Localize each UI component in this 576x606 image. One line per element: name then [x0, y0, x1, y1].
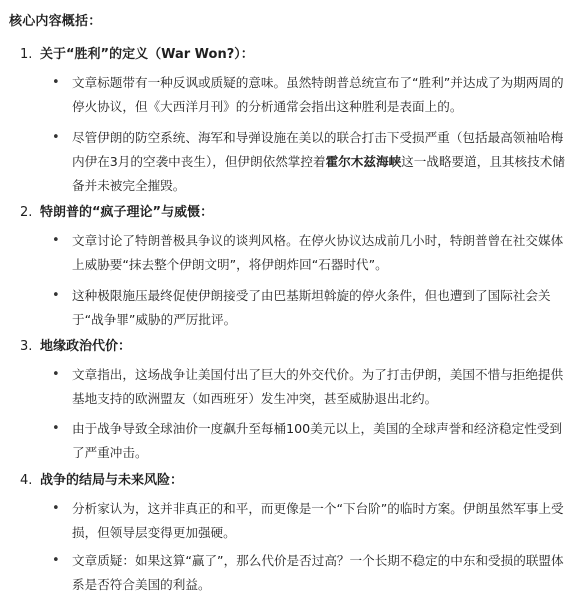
section-title: 战争的结局与未来风险：	[40, 473, 184, 488]
bullet-text	[72, 126, 566, 198]
bullet-dot-icon: •	[52, 75, 60, 90]
section-number: 2.	[20, 205, 33, 220]
bullet-dot-icon: •	[52, 130, 60, 145]
section-number: 4.	[20, 473, 33, 488]
bullet-text: 文章质疑：如果这算“赢了”，那么代价是否过高？一个长期不稳定的中东和受损的联盟体系是否符合美国的利益。	[72, 553, 564, 592]
bullet-text-part: 这一战略要道，且其核技术储备并未被完全摧毁。	[72, 154, 565, 193]
section-number: 1.	[20, 47, 33, 62]
section-number: 3.	[20, 339, 33, 354]
bullet-dot-icon: •	[52, 367, 60, 382]
bullet-text: 这种极限施压最终促使伊朗接受了由巴基斯坦斡旋的停火条件，但也遭到了国际社会关于“战争罪”威胁的严厉批评。	[72, 288, 551, 327]
bullet-dot-icon: •	[52, 421, 60, 436]
bullet-text: 文章讨论了特朗普极具争议的谈判风格。在停火协议达成前几小时，特朗普曾在社交媒体上威胁要“抹去整个伊朗文明”，将伊朗炸回“石器时代”。	[72, 233, 564, 272]
section-title: 特朗普的“疯子理论”与威慑：	[40, 205, 214, 220]
bullet-dot-icon: •	[52, 553, 60, 568]
section-heading	[20, 469, 183, 488]
bullet-text-part: 尽管伊朗的防空系统、海军和导弹设施在美以的联合打击下受损严重（包括最高领袖哈梅内伊在3月的空袭中丧生），但伊朗依然掌控着	[72, 130, 564, 169]
section-heading	[20, 335, 131, 354]
bullet-dot-icon: •	[52, 288, 60, 303]
section-title: 地缘政治代价：	[40, 339, 132, 354]
bullet-text: 分析家认为，这并非真正的和平，而更像是一个“下台阶”的临时方案。伊朗虽然军事上受损，但领导层变得更加强硬。	[72, 501, 564, 540]
bullet-text-emphasis: 霍尔木兹海峡	[325, 154, 402, 169]
section-title: 关于“胜利”的定义（War Won?）：	[40, 47, 254, 62]
section-heading	[20, 43, 254, 62]
bullet-dot-icon: •	[52, 233, 60, 248]
bullet-text: 文章指出，这场战争让美国付出了巨大的外交代价。为了打击伊朗，美国不惜与拒绝提供基地支持的欧洲盟友（如西班牙）发生冲突，甚至威胁退出北约。	[72, 367, 564, 406]
summary-title: 核心内容概括：	[9, 14, 102, 29]
bullet-dot-icon: •	[52, 501, 60, 516]
bullet-text: 文章标题带有一种反讽或质疑的意味。虽然特朗普总统宣布了“胜利”并达成了为期两周的停火协议，但《大西洋月刊》的分析通常会指出这种胜利是表面上的。	[72, 75, 564, 114]
bullet-text: 由于战争导致全球油价一度飙升至每桶100美元以上，美国的全球声誉和经济稳定性受到了严重冲击。	[72, 421, 563, 460]
section-heading	[20, 201, 213, 220]
